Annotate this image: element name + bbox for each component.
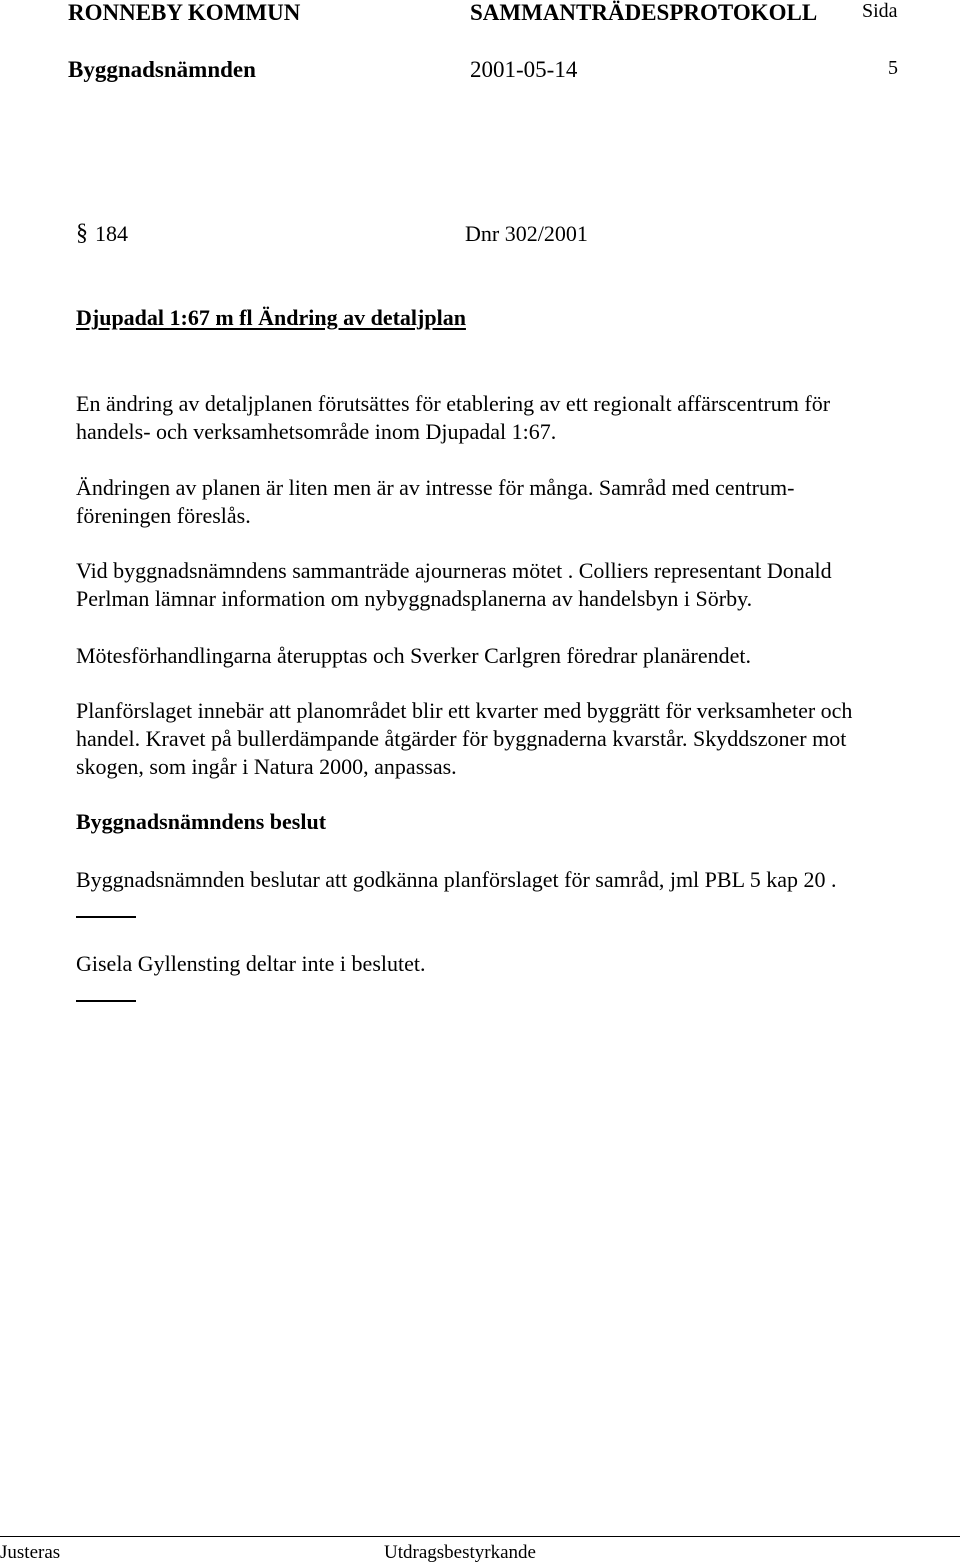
paragraph-3 [76, 557, 946, 613]
paragraph-5 [76, 697, 946, 781]
paragraph-line: föreningen föreslås. [76, 503, 251, 528]
section-number: 184 [95, 221, 128, 246]
paragraph-line: handel. Kravet på bullerdämpande åtgärder för byggnaderna kvarstår. Skyddszoner mot [76, 726, 847, 751]
paragraph-line: skogen, som ingår i Natura 2000, anpassas. [76, 754, 457, 779]
document-type: SAMMANTRÄDESPROTOKOLL [470, 0, 818, 25]
page-label: Sida [862, 0, 898, 22]
committee-name: Byggnadsnämnden [68, 57, 256, 82]
paragraph-4 [76, 642, 946, 670]
decision-note: Gisela Gyllensting deltar inte i beslutet. [76, 951, 426, 976]
paragraph-line: Planförslaget innebär att planområdet blir ett kvarter med byggrätt för verksamheter och [76, 698, 853, 723]
paragraph-2 [76, 474, 946, 530]
paragraph-line: En ändring av detaljplanen förutsättes för etablering av ett regionalt affärscentrum för [76, 391, 831, 416]
paragraph-line: Ändringen av planen är liten men är av intresse för många. Samråd med centrum- [76, 475, 795, 500]
section-symbol: § [76, 220, 88, 246]
paragraph-line: Mötesförhandlingarna återupptas och Sverker Carlgren föredrar planärendet. [76, 643, 751, 668]
paragraph-line: handels- och verksamhetsområde inom Djupadal 1:67. [76, 419, 557, 444]
page-number: 5 [888, 57, 898, 79]
footer-justeras: Justeras [0, 1542, 61, 1563]
section-title: Djupadal 1:67 m fl Ändring av detaljplan [76, 305, 466, 330]
paragraph-1 [76, 390, 946, 446]
diary-number: Dnr 302/2001 [465, 221, 588, 246]
municipality-name: RONNEBY KOMMUN [68, 0, 301, 25]
footer-utdragsbestyrkande: Utdragsbestyrkande [384, 1542, 536, 1563]
separator-rule [76, 1000, 136, 1002]
footer-rule [0, 1536, 960, 1537]
paragraph-line: Vid byggnadsnämndens sammanträde ajourneras mötet . Colliers representant Donald [76, 558, 832, 583]
decision-heading: Byggnadsnämndens beslut [76, 809, 327, 834]
decision-text: Byggnadsnämnden beslutar att godkänna planförslaget för samråd, jml PBL 5 kap 20 . [76, 867, 837, 892]
meeting-date: 2001-05-14 [470, 57, 578, 82]
separator-rule [76, 916, 136, 918]
paragraph-line: Perlman lämnar information om nybyggnadsplanerna av handelsbyn i Sörby. [76, 586, 753, 611]
